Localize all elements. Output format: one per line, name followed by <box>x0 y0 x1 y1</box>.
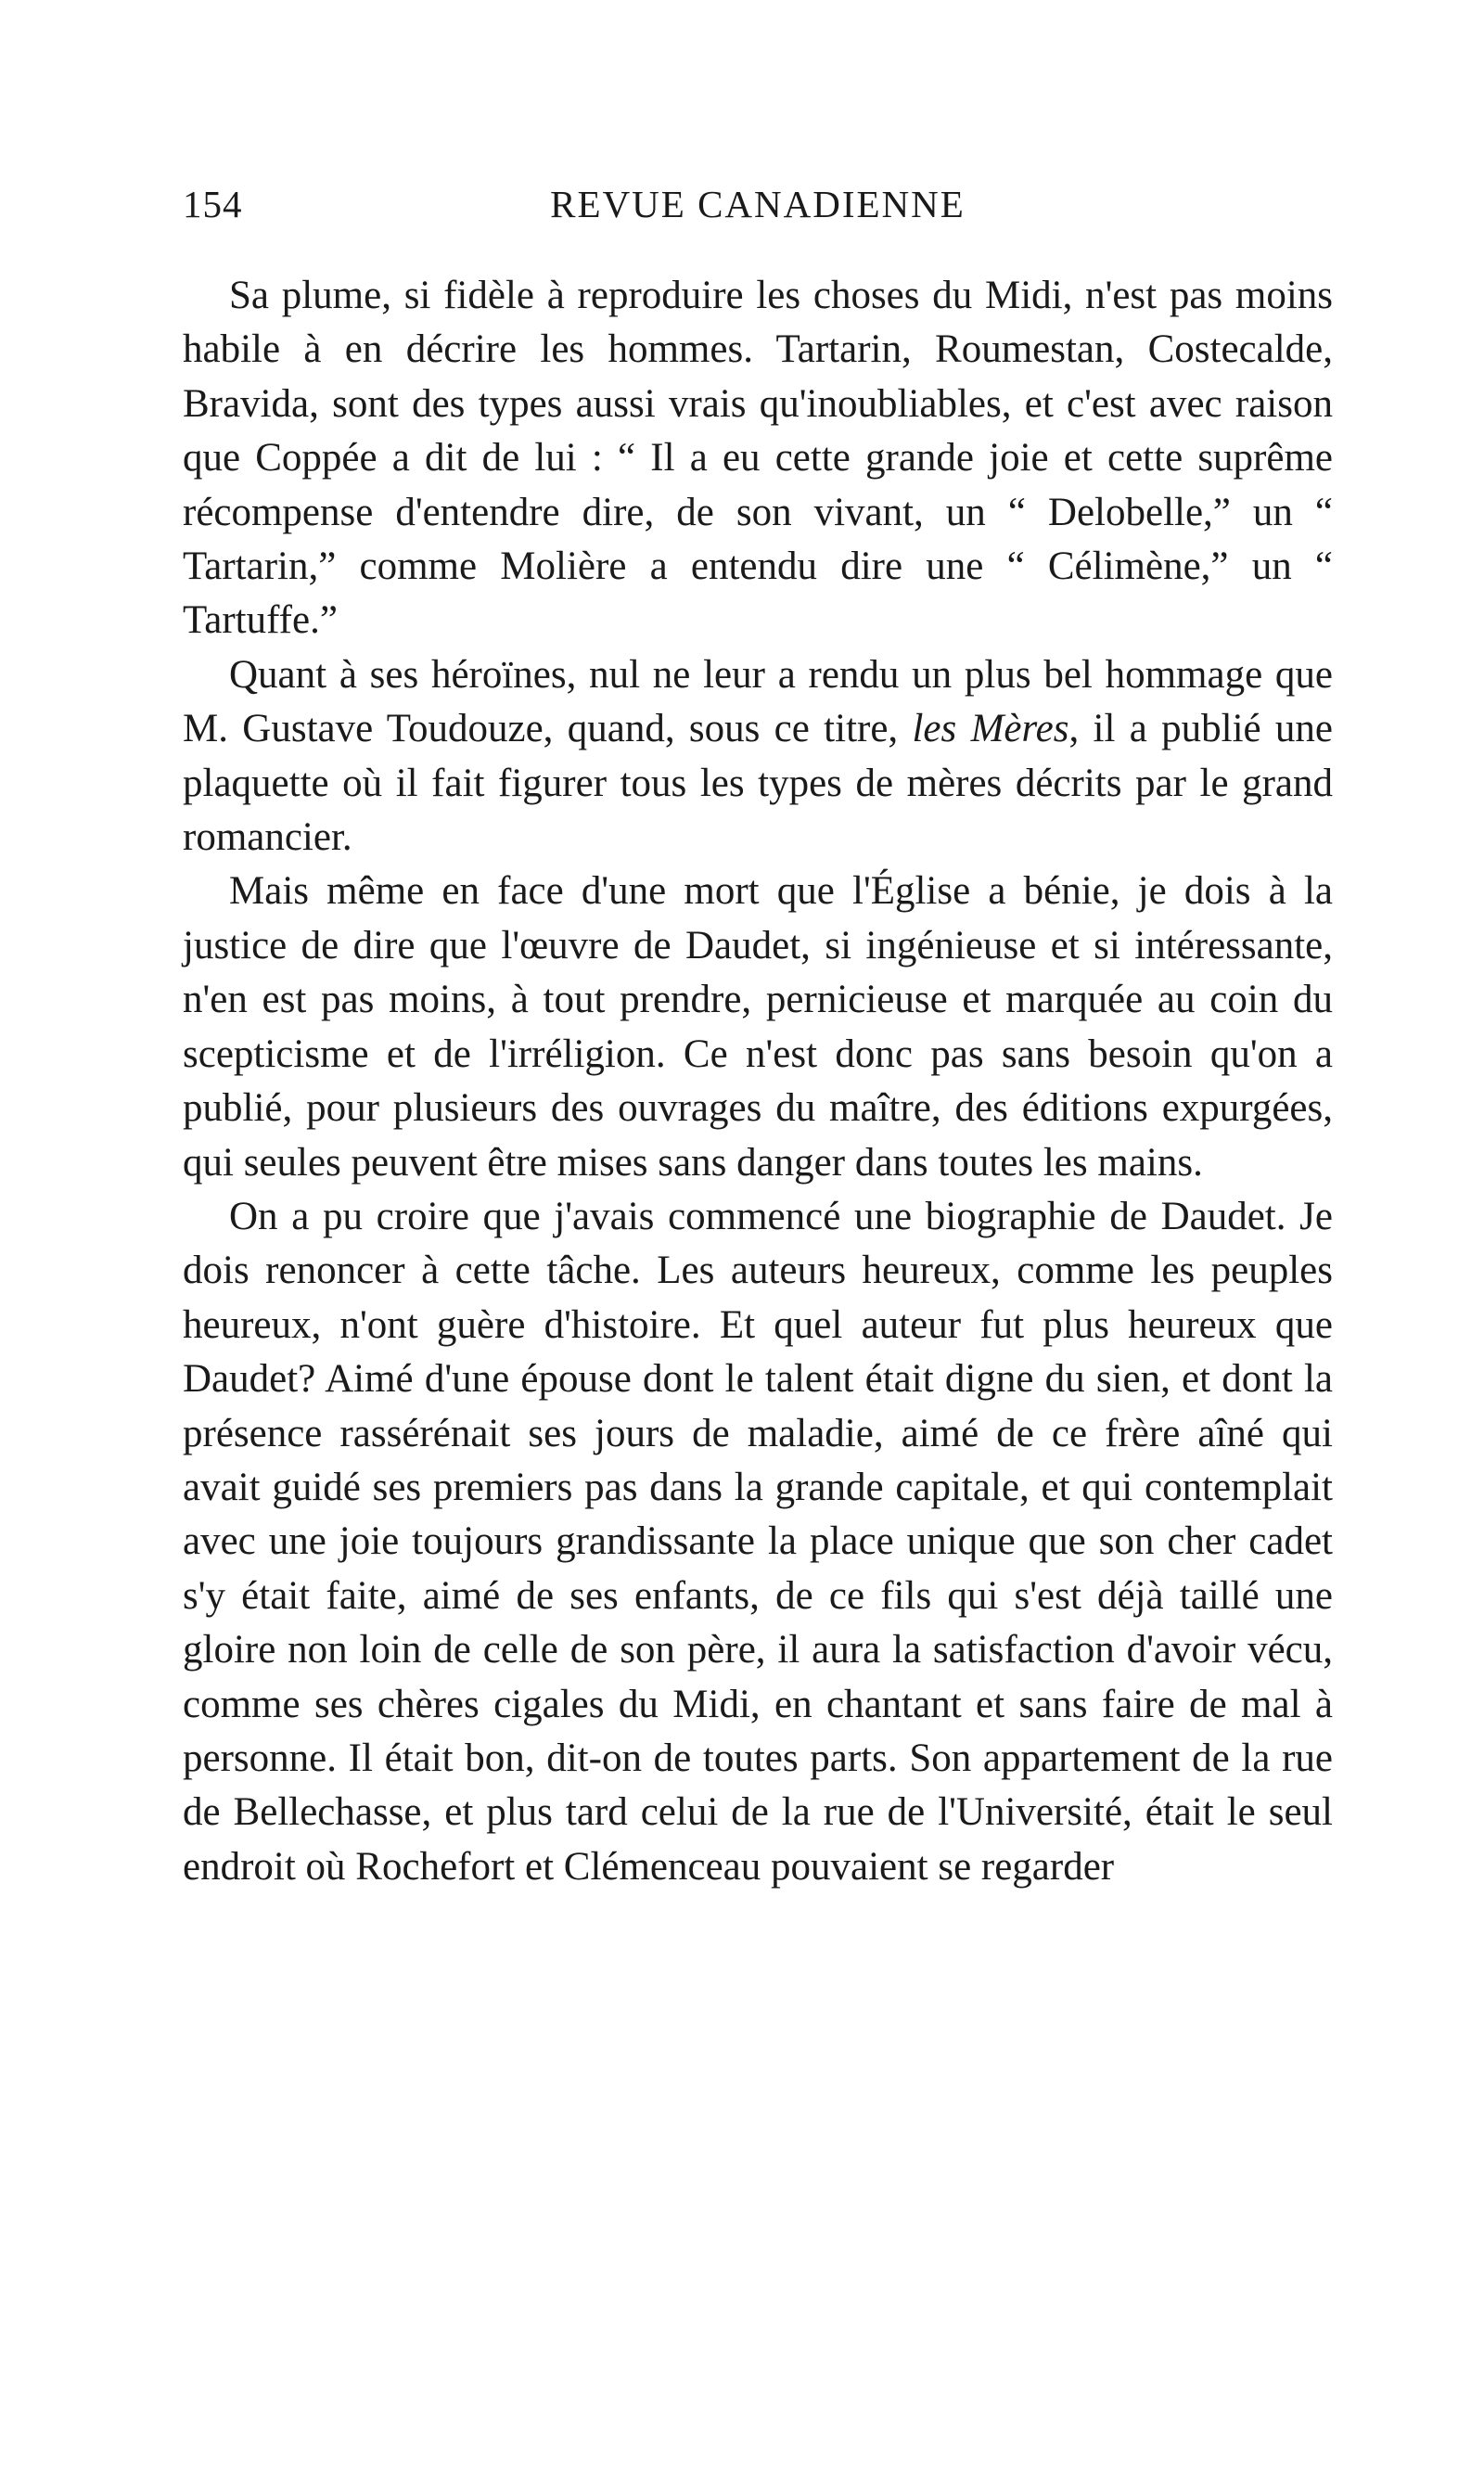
running-title: REVUE CANADIENNE <box>550 183 966 225</box>
paragraph-4 <box>183 1190 1333 1894</box>
paragraph-2 <box>183 648 1333 865</box>
page-number: 154 <box>183 183 243 225</box>
paragraph-text: Sa plume, si fidèle à reproduire les choses du Midi, n'est pas moins habile à en décrire les hommes. Tartarin, Roumestan, Costecalde, Bravida, sont des types aussi vrais qu'inoubliables, et c'est avec raison que Coppée a dit de lui : “ Il a eu cette grande joie et cette suprême récompense d'entendre dire, de son vivant, un “ Delobelle,” un “ Tartarin,” comme Molière a entendu dire une “ Célimène,” un “ Tartuffe.” <box>183 274 1333 643</box>
paragraph-1 <box>183 269 1333 648</box>
italic-title: les Mères <box>912 707 1069 751</box>
paragraph-text: On a pu croire que j'avais commencé une biographie de Daudet. Je dois renoncer à cette tâche. Les auteurs heureux, comme les peuples heureux, n'ont guère d'histoire. Et quel auteur fut plus heureux que Daudet? Aimé d'une épouse dont le talent était digne du sien, et dont la présence rassérénait ses jours de maladie, aimé de ce frère aîné qui avait guidé ses premiers pas dans la grande capitale, et qui contemplait avec une joie toujours grandissante la place unique que son cher cadet s'y était faite, aimé de ses enfants, de ce fils qui s'est déjà taillé une gloire non loin de celle de son père, il aura la satisfaction d'avoir vécu, comme ses chères cigales du Midi, en chantant et sans faire de mal à personne. Il était bon, dit-on de toutes parts. Son appartement de la rue de Bellechasse, et plus tard celui de la rue de l'Université, était le seul endroit où Rochefort et Clémenceau pouvaient se regarder <box>183 1194 1333 1889</box>
paragraph-text: , il a publié une plaquette où il fait figurer tous les types de mères décrits par le grand romancier. <box>183 707 1333 860</box>
body-text <box>183 269 1333 1894</box>
paragraph-text: Quant à ses héroïnes, nul ne leur a rendu un plus bel hommage que M. Gustave Toudouze, quand, sous ce titre, <box>183 652 1333 751</box>
page-header <box>183 182 1333 237</box>
paragraph-3 <box>183 865 1333 1189</box>
paragraph-text: Mais même en face d'une mort que l'Église a bénie, je dois à la justice de dire que l'œuvre de Daudet, si ingénieuse et si intéressante, n'en est pas moins, à tout prendre, pernicieuse et marquée au coin du scepticisme et de l'irréligion. Ce n'est donc pas sans besoin qu'on a publié, pour plusieurs des ouvrages du maître, des éditions expurgées, qui seules peuvent être mises sans danger dans toutes les mains. <box>183 869 1333 1185</box>
